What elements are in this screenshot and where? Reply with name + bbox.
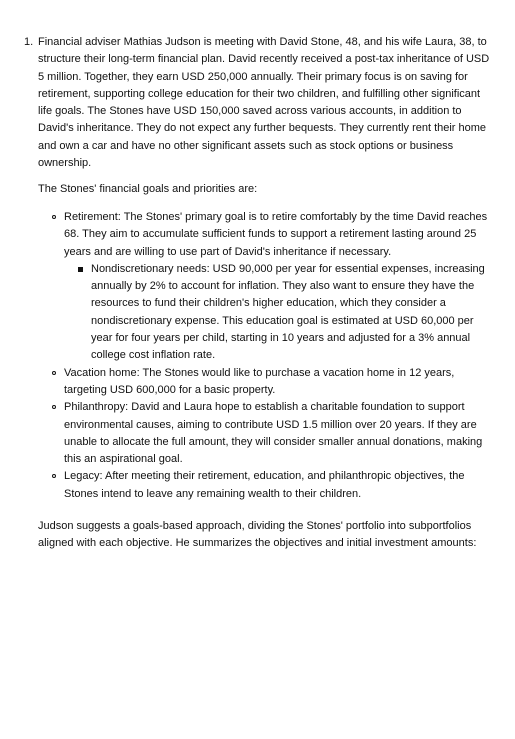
- goal-retirement-text: Retirement: The Stones' primary goal is to retire comfortably by the time David reaches 68. They aim to accumulate sufficient funds to support a retirement lasting around 25 years and are willing to use part of David's inheritance if necessary.: [64, 211, 488, 258]
- closing-paragraph: Judson suggests a goals-based approach, dividing the Stones' portfolio into subportfolios aligned with each objective. He summarizes the objectives and initial investment amounts:: [38, 520, 477, 550]
- goal-legacy: [38, 468, 490, 503]
- hollow-bullet-icon: [52, 474, 56, 478]
- hollow-bullet-icon: [52, 371, 56, 375]
- square-bullet-icon: [78, 267, 83, 272]
- goal-retirement: [38, 209, 490, 365]
- subitem-nondiscretionary-text: Nondiscretionary needs: USD 90,000 per year for essential expenses, increasing annually by 2% to account for inflation. They also want to ensure they have the resources to fund their children's higher education, which they consider a nondiscretionary expense. This education goal is estimated at USD 60,000 per year for four years per child, starting in 10 years and adjusted for a 3% annual college cost inflation rate.: [91, 262, 485, 362]
- subitem-nondiscretionary: [64, 261, 490, 365]
- goal-philanthropy-text: Philanthropy: David and Laura hope to establish a charitable foundation to support environmental causes, aiming to contribute USD 1.5 million over 20 years. If they are unable to allocate the full amount, they will consider smaller annual donations, making this an aspirational goal.: [64, 401, 483, 466]
- goals-list: [38, 209, 490, 503]
- goal-vacation-home-text: Vacation home: The Stones would like to purchase a vacation home in 12 years, targeting USD 600,000 for a basic property.: [64, 366, 455, 396]
- question-paragraph: Financial adviser Mathias Judson is meeting with David Stone, 48, and his wife Laura, 38, to structure their long-term financial plan. David recently received a post-tax inheritance of USD 5 million. Together, they earn USD 250,000 annually. Their primary focus is on saving for retirement, supporting college education for their two children, and fulfilling other significant life goals. The Stones have USD 150,000 saved across various accounts, in addition to David's inheritance. They do not expect any further bequests. They currently rent their home and own a car and have no other significant assets such as stock options or business ownership.: [38, 36, 490, 170]
- goal-philanthropy: [38, 399, 490, 468]
- hollow-bullet-icon: [52, 405, 56, 409]
- retirement-subitems: [64, 261, 490, 365]
- goal-legacy-text: Legacy: After meeting their retirement, education, and philanthropic objectives, the Stones intend to leave any remaining wealth to their children.: [64, 470, 465, 500]
- goals-intro: The Stones' financial goals and priorities are:: [38, 183, 258, 195]
- hollow-bullet-icon: [52, 215, 56, 219]
- question-number: 1.: [24, 36, 34, 48]
- goal-vacation-home: [38, 365, 490, 400]
